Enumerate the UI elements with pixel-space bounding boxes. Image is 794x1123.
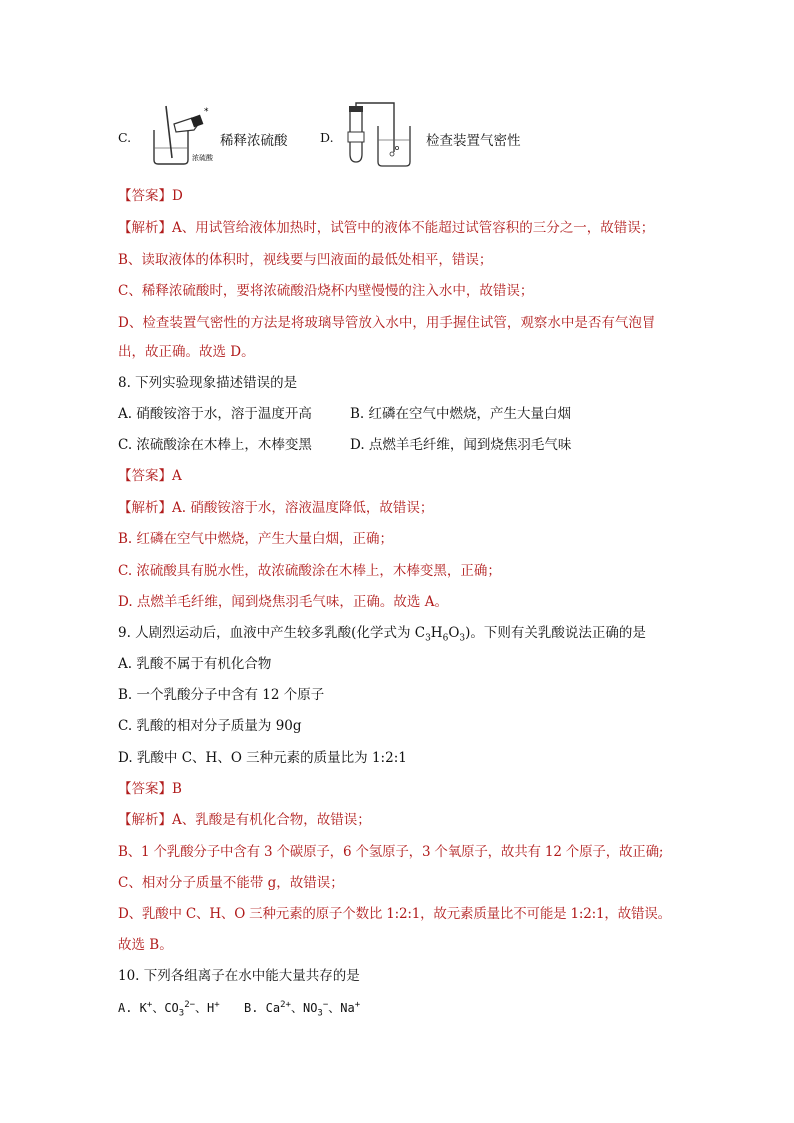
q10-a-sup3: + — [214, 1000, 220, 1010]
q9-option-d: D. 乳酸中 C、H、O 三种元素的质量比为 1:2:1 — [118, 750, 407, 766]
acid-image-label: 浓硫酸 — [192, 154, 213, 162]
option-c-caption: 稀释浓硫酸 — [220, 133, 288, 149]
q9-analysis-b: B、1 个乳酸分子中含有 3 个碳原子，6 个氢原子，3 个氧原子，故共有 12 个原子，故正确; — [118, 844, 664, 860]
q9-option-a: A. 乳酸不属于有机化合物 — [118, 656, 272, 672]
q10-option-a — [118, 1000, 220, 1019]
q10-a-mid1: 、CO — [152, 1001, 179, 1015]
q10-a-mid2: 、H — [195, 1001, 215, 1015]
q8-options-cd — [118, 435, 754, 455]
airtightness-check-illustration — [344, 102, 414, 168]
q9-stem-o: O — [448, 625, 460, 641]
q8-analysis-d: D. 点燃羊毛纤维，闻到烧焦羽毛气味，正确。故选 A。 — [118, 594, 448, 610]
q9-sub-o: 3 — [459, 633, 466, 644]
q9-stem — [118, 623, 754, 643]
q9-analysis-d2: 故选 B。 — [118, 937, 173, 953]
q9-option-c: C. 乳酸的相对分子质量为 90g — [118, 718, 302, 734]
q10-a-sup2: 2− — [184, 1000, 196, 1010]
q8-option-b: B. 红磷在空气中燃烧，产生大量白烟 — [350, 406, 572, 422]
q10-stem: 10. 下列各组离子在水中能大量共存的是 — [118, 968, 360, 984]
q10-option-b — [244, 998, 360, 1018]
q10-b-pre: B. Ca — [244, 1001, 281, 1015]
q9-sub-h: 6 — [442, 633, 449, 644]
svg-text:*: * — [204, 107, 209, 117]
q9-analysis-a — [118, 810, 754, 830]
q7-analysis-b: B、读取液体的体积时，视线要与凹液面的最低处相平，错误； — [118, 252, 493, 268]
q8-option-a: A. 硝酸铵溶于水，溶于温度开高 — [118, 406, 312, 422]
q7-analysis-tag: 【解析】 — [118, 220, 172, 236]
q8-analysis-a-text: A. 硝酸铵溶于水，溶液温度降低，故错误； — [172, 500, 434, 516]
option-d-label: D. — [320, 130, 334, 145]
q8-option-d: D. 点燃羊毛纤维，闻到烧焦羽毛气味 — [350, 437, 572, 453]
option-c-label: C. — [118, 130, 132, 145]
q8-stem: 8. 下列实验现象描述错误的是 — [118, 375, 298, 391]
q7-answer: D — [172, 188, 183, 204]
q7-analysis-d1: D、检查装置气密性的方法是将玻璃导管放入水中，用手握住试管，观察水中是否有气泡冒 — [118, 315, 656, 331]
figure-row — [118, 102, 758, 170]
q8-option-c: C. 浓硫酸涂在木棒上，木棒变黑 — [118, 437, 312, 453]
q10-a-pre: A. K — [118, 1001, 147, 1015]
q10-a-sub: 3 — [178, 1008, 185, 1019]
q9-analysis-c: C、相对分子质量不能带 g，故错误； — [118, 875, 344, 891]
q10-b-sub: 3 — [317, 1008, 323, 1019]
q8-answer-tag: 【答案】 — [118, 468, 172, 484]
q9-stem-h: H — [430, 625, 443, 641]
q8-analysis-a — [118, 498, 754, 518]
q10-b-sup3: + — [354, 1000, 361, 1010]
q10-options — [118, 998, 754, 1018]
q9-analysis-d1: D、乳酸中 C、H、O 三种元素的原子个数比 1:2:1，故元素质量比不可能是 1:2:1，故错误。 — [118, 906, 671, 922]
q9-stem-pre: 9. 人剧烈运动后，血液中产生较多乳酸(化学式为 C — [118, 625, 426, 641]
q8-analysis-tag: 【解析】 — [118, 500, 172, 516]
q10-b-sup2: − — [322, 1000, 329, 1010]
q7-answer-tag: 【答案】 — [118, 188, 172, 204]
q8-analysis-b: B. 红磷在空气中燃烧，产生大量白烟，正确； — [118, 531, 394, 547]
q8-analysis-c: C. 浓硫酸具有脱水性，故浓硫酸涂在木棒上，木棒变黑，正确； — [118, 563, 501, 579]
q7-analysis-a-text: A、用试管给液体加热时，试管中的液体不能超过试管容积的三分之一，故错误； — [172, 220, 655, 236]
q9-stem-post: )。下则有关乳酸说法正确的是 — [465, 625, 646, 641]
q9-sub-c: 3 — [425, 633, 431, 644]
q9-analysis-tag: 【解析】 — [118, 812, 172, 828]
q10-b-sup1: 2+ — [280, 1000, 291, 1010]
q10-b-mid1: 、NO — [290, 1001, 318, 1015]
q10-b-mid2: 、Na — [328, 1001, 355, 1015]
q8-answer: A — [172, 468, 182, 484]
q9-analysis-a-text: A、乳酸是有机化合物，故错误； — [172, 812, 371, 828]
q10-a-sup1: + — [146, 1000, 153, 1010]
q8-options-ab — [118, 404, 754, 424]
q7-analysis-a — [118, 218, 754, 238]
q8-answer-line — [118, 466, 754, 486]
q7-answer-line — [118, 186, 754, 206]
option-d-caption: 检查装置气密性 — [426, 133, 521, 149]
q7-analysis-d2: 出，故正确。故选 D。 — [118, 344, 255, 360]
q7-analysis-c: C、稀释浓硫酸时，要将浓硫酸沿烧杯内壁慢慢的注入水中，故错误； — [118, 283, 534, 299]
q9-answer: B — [172, 781, 182, 797]
q9-option-b: B. 一个乳酸分子中含有 12 个原子 — [118, 687, 325, 703]
q9-answer-tag: 【答案】 — [118, 781, 172, 797]
q9-answer-line — [118, 779, 754, 799]
